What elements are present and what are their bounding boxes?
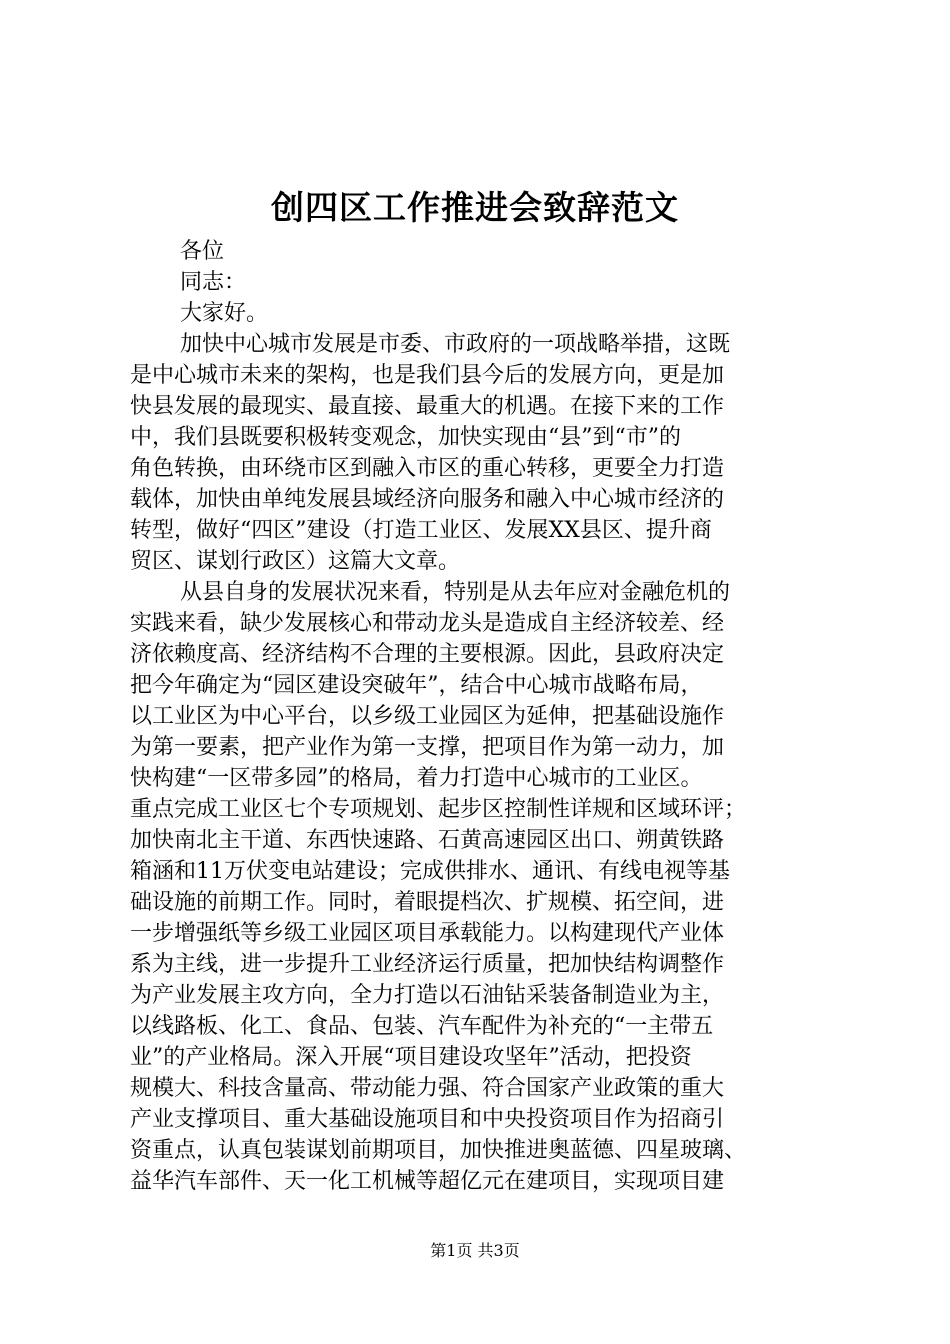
body-line: 益华汽车部件、天一化工机械等超亿元在建项目，实现项目建 [130, 1169, 725, 1194]
body-line: 重点完成工业区七个专项规划、起步区控制性详规和区域环评； [130, 797, 747, 822]
body-line: 资重点，认真包装谋划前期项目，加快推进奥蓝德、四星玻璃、 [130, 1138, 747, 1163]
body-line: 把今年确定为“园区建设突破年”，结合中心城市战略布局， [130, 673, 703, 698]
body-line: 从县自身的发展状况来看，特别是从去年应对金融危机的 [180, 580, 731, 605]
document-body [130, 236, 830, 1197]
body-line: 济依赖度高、经济结构不合理的主要根源。因此，县政府决定 [130, 642, 725, 667]
body-line: 同志： [180, 270, 247, 295]
body-line: 以线路板、化工、食品、包装、汽车配件为补充的“一主带五 [130, 1014, 714, 1039]
body-line: 为产业发展主攻方向，全力打造以石油钻采装备制造业为主， [130, 983, 725, 1008]
body-line: 转型，做好“四区”建设（打造工业区、发展XX县区、提升商 [130, 518, 712, 543]
body-line: 各位 [180, 239, 225, 264]
body-line: 产业支撑项目、重大基础设施项目和中央投资项目作为招商引 [130, 1107, 725, 1132]
body-line: 规模大、科技含量高、带动能力强、符合国家产业政策的重大 [130, 1076, 725, 1101]
body-line: 快构建“一区带多园”的格局，着力打造中心城市的工业区。 [130, 766, 703, 791]
body-line: 快县发展的最现实、最直接、最重大的机遇。在接下来的工作 [130, 394, 725, 419]
body-line: 础设施的前期工作。同时，着眼提档次、扩规模、拓空间，进 [130, 890, 725, 915]
body-line: 加快南北主干道、东西快速路、石黄高速园区出口、朔黄铁路 [130, 828, 725, 853]
page-footer: 第1页 共3页 [430, 1241, 520, 1260]
body-line: 载体，加快由单纯发展县域经济向服务和融入中心城市经济的 [130, 487, 725, 512]
body-line: 系为主线，进一步提升工业经济运行质量，把加快结构调整作 [130, 952, 725, 977]
body-line: 大家好。 [180, 301, 269, 326]
body-line: 角色转换，由环绕市区到融入市区的重心转移，更要全力打造 [130, 456, 725, 481]
body-line: 箱涵和11万伏变电站建设；完成供排水、通讯、有线电视等基 [130, 859, 730, 884]
body-line: 一步增强纸等乡级工业园区项目承载能力。以构建现代产业体 [130, 921, 725, 946]
body-line: 加快中心城市发展是市委、市政府的一项战略举措，这既 [180, 332, 731, 357]
body-line: 以工业区为中心平台，以乡级工业园区为延伸，把基础设施作 [130, 704, 725, 729]
body-line: 中，我们县既要积极转变观念，加快实现由“县”到“市”的 [130, 425, 681, 450]
body-line: 为第一要素，把产业作为第一支撑，把项目作为第一动力，加 [130, 735, 725, 760]
body-line: 是中心城市未来的架构，也是我们县今后的发展方向，更是加 [130, 363, 725, 388]
body-line: 贸区、谋划行政区）这篇大文章。 [130, 549, 461, 574]
body-line: 业”的产业格局。深入开展“项目建设攻坚年”活动，把投资 [130, 1045, 692, 1070]
body-line: 实践来看，缺少发展核心和带动龙头是造成自主经济较差、经 [130, 611, 725, 636]
document-title: 创四区工作推进会致辞范文 [271, 188, 679, 227]
